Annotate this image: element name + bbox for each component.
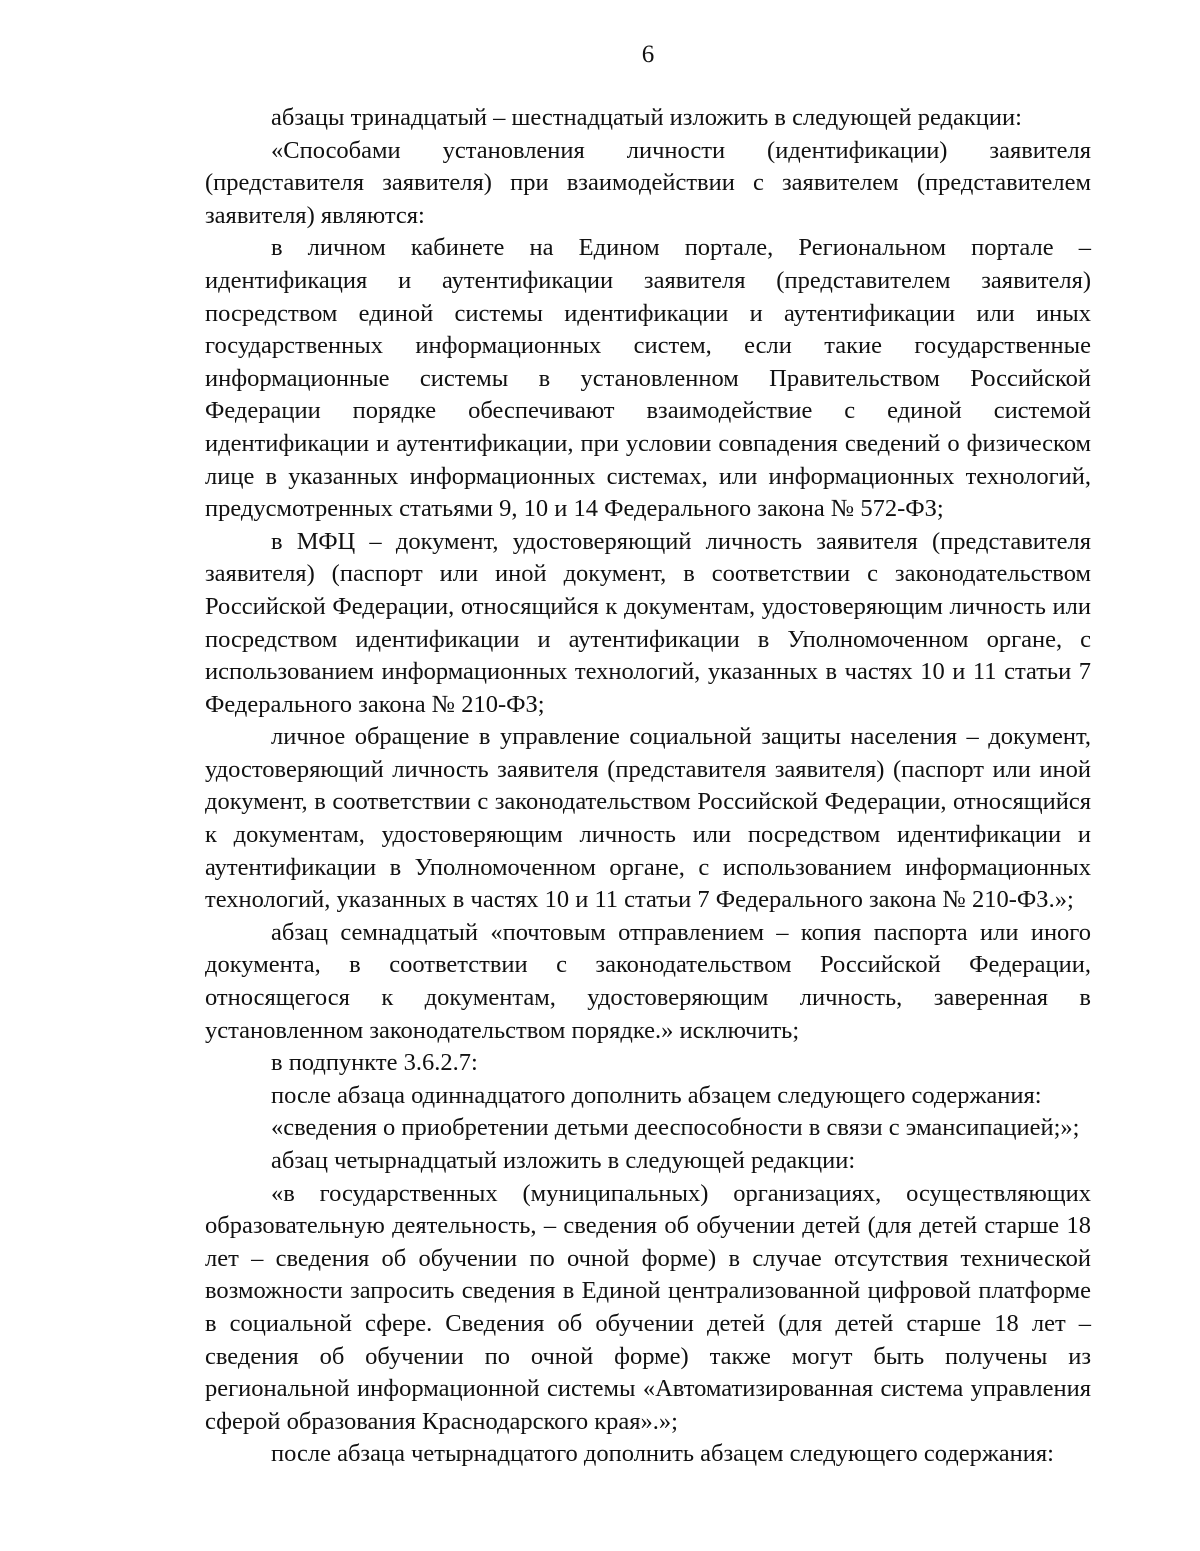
paragraph-after-14: после абзаца четырнадцатого дополнить абзацем следующего содержания:	[271, 1440, 1054, 1468]
paragraph-after-11: после абзаца одиннадцатого дополнить абзацем следующего содержания:	[271, 1081, 1042, 1109]
paragraph-emancipation: «сведения о приобретении детьми дееспособности в связи с эмансипацией;»;	[271, 1114, 1080, 1142]
paragraph-mfc: в МФЦ – документ, удостоверяющий личность заявителя (представителя заявителя) (паспорт или иной документ, в соответствии с законодательством Российской Федерации, относящийся к документам, удостоверяющим личность или посредством идентификации и аутентификации в Уполномоченном органе, с использованием информационных технологий, указанных в частях 10 и 11 статьи 7 Федерального закона № 210-ФЗ;	[205, 527, 1091, 718]
paragraph-education-info: «в государственных (муниципальных) организациях, осуществляющих образовательную деятельность, – сведения об обучении детей (для детей старше 18 лет – сведения об обучении по очной форме) в случае отсутствия технической возможности запросить сведения в Единой централизованной цифровой платформе в социальной сфере. Сведения об обучении детей (для детей старше 18 лет – сведения об обучении по очной форме) также могут быть получены из региональной информационной системы «Автоматизированная система управления сферой образования Краснодарского края».»;	[205, 1179, 1091, 1435]
paragraph-subitem-3627: в подпункте 3.6.2.7:	[271, 1049, 478, 1077]
page-number: 6	[641, 41, 655, 68]
document-body	[205, 102, 1091, 1471]
paragraph-amendment-13-16: абзацы тринадцатый – шестнадцатый изложить в следующей редакции:	[271, 104, 1022, 131]
paragraph-amendment-14: абзац четырнадцатый изложить в следующей редакции:	[271, 1147, 856, 1174]
paragraph-amendment-17: абзац семнадцатый «почтовым отправлением – копия паспорта или иного документа, в соответствии с законодательством Российской Федерации, относящегося к документам, удостоверяющим личность, заверенная в установленном законодательством порядке.» исключить;	[205, 918, 1091, 1044]
paragraph-personal-cabinet: в личном кабинете на Едином портале, Региональном портале – идентификация и аутентификации заявителя (представителем заявителя) посредством единой системы идентификации и аутентификации или иных государственных информационных систем, если такие государственные информационные системы в установленном Правительством Российской Федерации порядке обеспечивают взаимодействие с единой системой идентификации и аутентификации, при условии совпадения сведений о физическом лице в указанных информационных системах, или информационных технологий, предусмотренных статьями 9, 10 и 14 Федерального закона № 572-ФЗ;	[205, 234, 1091, 523]
paragraph-personal-visit: личное обращение в управление социальной защиты населения – документ, удостоверяющий личность заявителя (представителя заявителя) (паспорт или иной документ, в соответствии с законодательством Российской Федерации, относящийся к документам, удостоверяющим личность или посредством идентификации и аутентификации в Уполномоченном органе, с использованием информационных технологий, указанных в частях 10 и 11 статьи 7 Федерального закона № 210-ФЗ.»;	[205, 723, 1091, 914]
paragraph-identification-methods: «Способами установления личности (идентификации) заявителя (представителя заявителя) при взаимодействии с заявителем (представителем заявителя) являются:	[205, 136, 1091, 229]
